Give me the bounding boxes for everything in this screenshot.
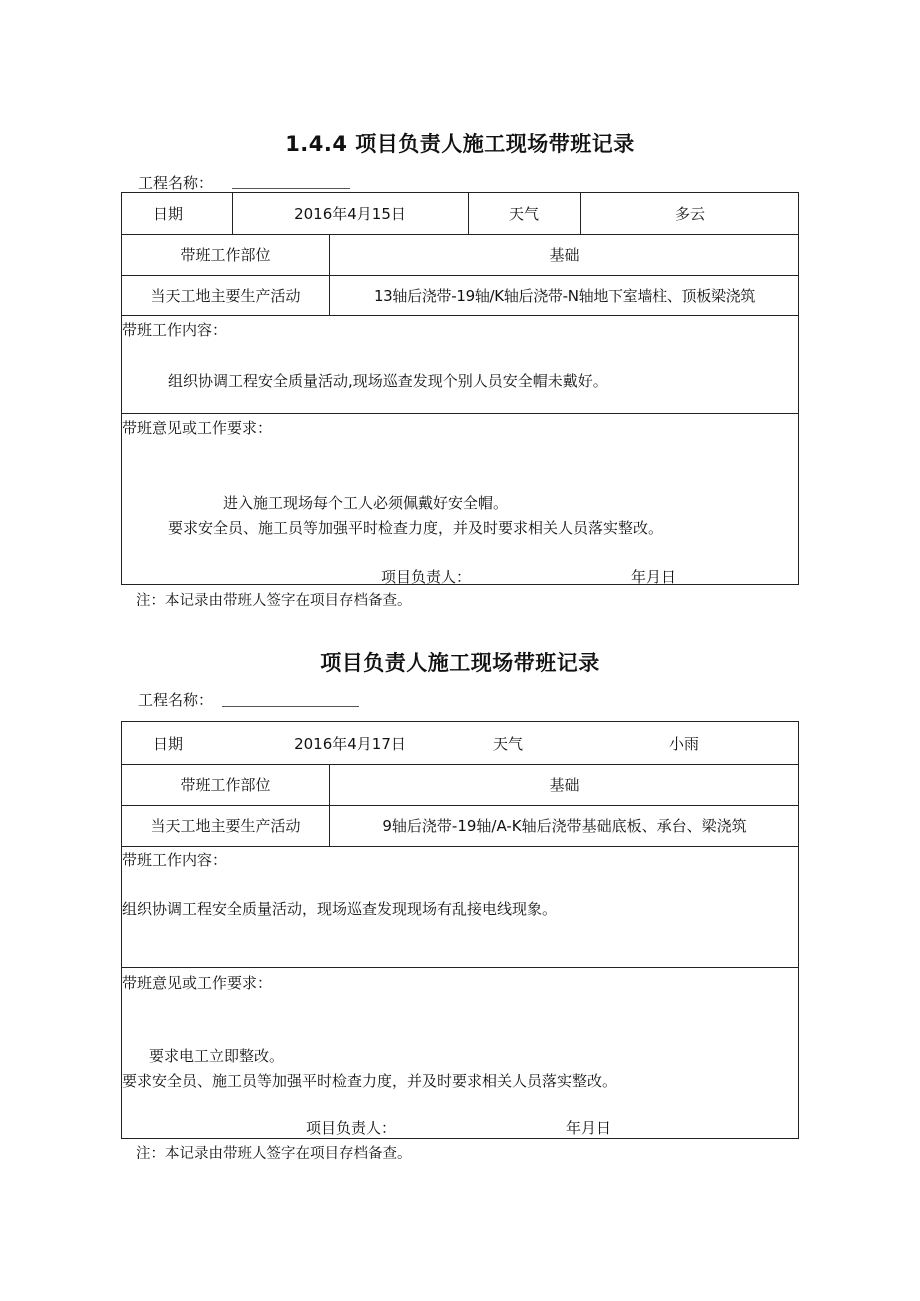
record-1-project-name-blank: [232, 188, 350, 189]
record-1-dept-label: 带班工作部位: [180, 246, 271, 264]
record-2-signer-label: 项目负责人：: [306, 1119, 397, 1137]
record-1-note: 注：本记录由带班人签字在项目存档备查。: [136, 593, 412, 609]
record-1-activity-label: 当天工地主要生产活动: [150, 286, 301, 305]
record-2-dept-label: 带班工作部位: [180, 776, 271, 794]
record-1-date-value: 2016年4月15日: [294, 205, 406, 223]
record-1-row-divider: [122, 315, 798, 316]
record-1-row-divider: [122, 413, 798, 414]
record-1-content-text: 组织协调工程安全质量活动,现场巡查发现个别人员安全帽未戴好。: [168, 372, 608, 390]
record-2-opinion-line-2: 要求安全员、施工员等加强平时检查力度，并及时要求相关人员落实整改。: [122, 1072, 618, 1090]
record-2-content-text: 组织协调工程安全质量活动，现场巡查发现现场有乱接电线现象。: [122, 900, 558, 918]
record-2-opinion-line-1: 要求电工立即整改。: [149, 1047, 285, 1065]
record-2-content-label: 带班工作内容：: [122, 851, 228, 869]
record-1-signer-label: 项目负责人：: [381, 568, 472, 586]
record-1-dept-value: 基础: [549, 246, 580, 264]
record-1-table: [121, 192, 799, 585]
record-1-opinion-label: 带班意见或工作要求：: [122, 419, 273, 437]
record-1-project-label: 工程名称：: [138, 174, 214, 192]
record-2-row-divider: [122, 967, 798, 968]
record-2-activity-value: 9轴后浇带-19轴/A-K轴后浇带基础底板、承台、梁浇筑: [382, 817, 747, 835]
record-1-activity-value: 13轴后浇带-19轴/K轴后浇带-N轴地下室墙柱、顶板梁浇筑: [373, 286, 756, 305]
record-1-sign-date-label: 年月日: [631, 568, 677, 586]
record-2-date-value: 2016年4月17日: [294, 734, 406, 753]
record-2-date-label: 日期: [152, 734, 183, 753]
record-2-sign-date-label: 年月日: [566, 1119, 612, 1137]
record-2-project-name-blank: [222, 706, 359, 707]
record-2-title: 项目负责人施工现场带班记录: [320, 651, 600, 675]
record-2-activity-label: 当天工地主要生产活动: [150, 817, 301, 835]
record-1-date-label: 日期: [152, 205, 183, 223]
record-2-weather-label: 天气: [492, 734, 523, 753]
record-2-note: 注：本记录由带班人签字在项目存档备查。: [136, 1146, 412, 1162]
record-2-opinion-label: 带班意见或工作要求：: [122, 974, 273, 992]
record-1-weather-label: 天气: [508, 205, 539, 223]
record-2-table: [121, 721, 799, 1139]
record-2-project-label: 工程名称：: [138, 691, 214, 709]
record-1-opinion-line-2: 要求安全员、施工员等加强平时检查力度，并及时要求相关人员落实整改。: [168, 519, 664, 537]
record-1-weather-value: 多云: [674, 205, 705, 223]
record-1-content-label: 带班工作内容：: [122, 321, 228, 339]
record-2-dept-value: 基础: [549, 776, 580, 794]
record-2-row-divider: [122, 846, 798, 847]
record-1-opinion-line-1: 进入施工现场每个工人必须佩戴好安全帽。: [223, 494, 509, 512]
record-1-title: 1.4.4 项目负责人施工现场带班记录: [285, 132, 635, 156]
record-2-weather-value: 小雨: [668, 734, 699, 753]
